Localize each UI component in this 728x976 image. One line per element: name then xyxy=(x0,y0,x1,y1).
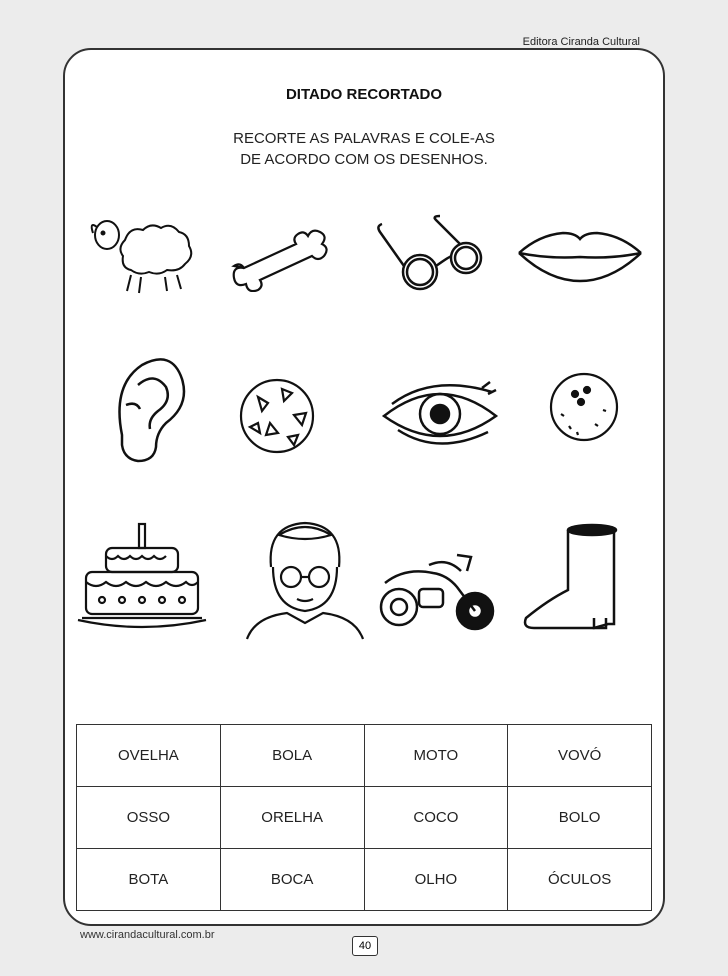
table-row xyxy=(77,849,652,911)
eye-icon xyxy=(378,372,503,457)
table-row xyxy=(77,725,652,787)
page-number: 40 xyxy=(352,936,378,956)
sheep-icon xyxy=(85,205,200,295)
bone-icon xyxy=(222,222,337,292)
instruction-line-1: RECORTE AS PALAVRAS E COLE-AS xyxy=(233,130,495,147)
ear-icon xyxy=(108,355,188,465)
cake-icon xyxy=(76,520,208,630)
word-cell[interactable]: VOVÓ xyxy=(508,725,652,787)
word-cell[interactable]: BOTA xyxy=(77,849,221,911)
glasses-icon xyxy=(368,210,493,295)
grandmother-icon xyxy=(245,515,365,640)
word-cell[interactable]: BOLO xyxy=(508,787,652,849)
word-table xyxy=(76,724,652,911)
word-cell[interactable]: MOTO xyxy=(364,725,508,787)
publisher-label: Editora Ciranda Cultural xyxy=(522,36,640,48)
instruction-line-2: DE ACORDO COM OS DESENHOS. xyxy=(240,151,488,168)
word-cell[interactable]: ORELHA xyxy=(220,787,364,849)
ball-icon xyxy=(236,375,318,457)
word-cell[interactable]: COCO xyxy=(364,787,508,849)
word-cell[interactable]: BOCA xyxy=(220,849,364,911)
word-cell[interactable]: BOLA xyxy=(220,725,364,787)
word-cell[interactable]: OSSO xyxy=(77,787,221,849)
coconut-icon xyxy=(547,370,622,445)
motorcycle-icon xyxy=(375,545,500,635)
website-link[interactable]: www.cirandacultural.com.br xyxy=(80,929,215,941)
word-cell[interactable]: OVELHA xyxy=(77,725,221,787)
word-cell[interactable]: ÓCULOS xyxy=(508,849,652,911)
worksheet-title: DITADO RECORTADO xyxy=(285,86,443,103)
word-cell[interactable]: OLHO xyxy=(364,849,508,911)
boot-icon xyxy=(518,522,630,634)
lips-icon xyxy=(515,225,645,285)
table-row xyxy=(77,787,652,849)
